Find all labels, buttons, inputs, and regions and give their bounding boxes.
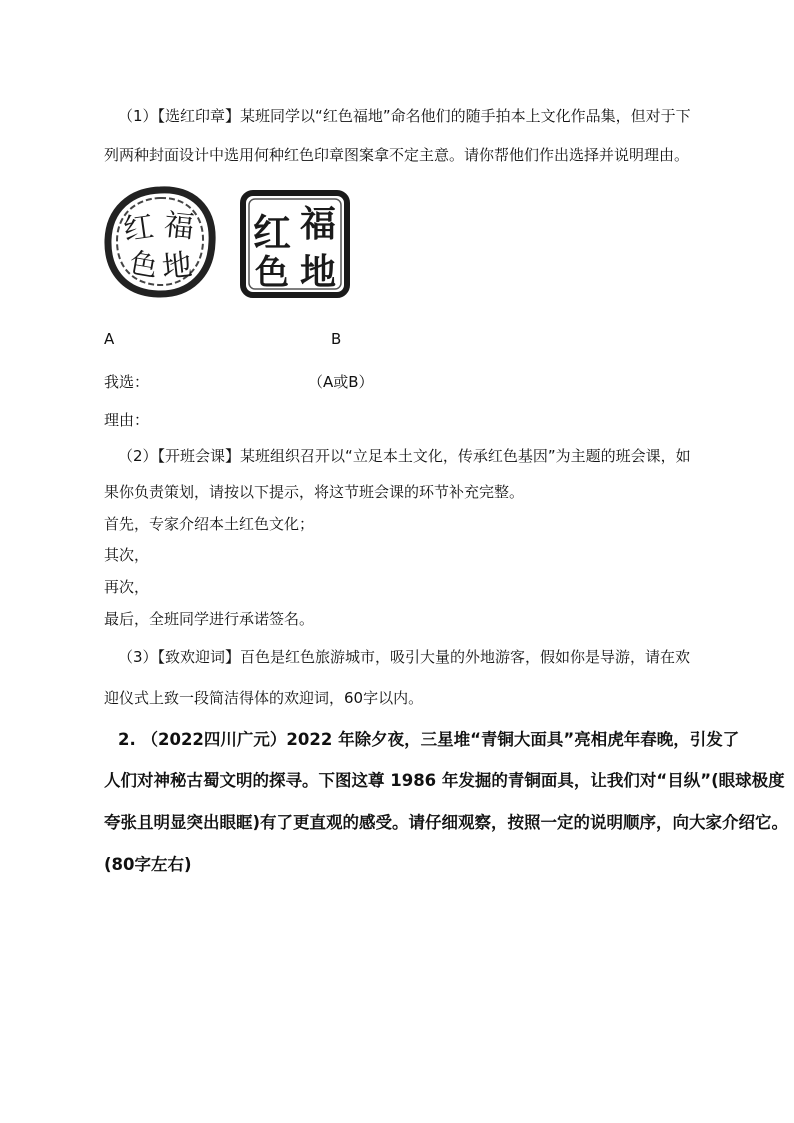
- seal-b-char-2: 福: [299, 203, 337, 245]
- seal-a-char-4: 地: [160, 247, 194, 286]
- seal-b-char-4: 地: [299, 251, 337, 293]
- q2-line-2: 果你负责策划，请按以下提示，将这节班会课的环节补充完整。: [104, 483, 525, 501]
- q3-line-1: （3）【致欢迎词】百色是红色旅游城市，吸引大量的外地游客，假如你是导游，请在欢: [118, 648, 691, 666]
- seal-a-char-2: 福: [162, 207, 196, 246]
- item2-line-1: 2. （2022四川广元）2022 年除夕夜，三星堆“青铜大面具”亮相虎年春晚，引发了: [118, 730, 740, 749]
- seal-a-char-1: 红: [121, 209, 156, 249]
- seal-b-label: B: [331, 330, 342, 348]
- q2-line-1: （2）【开班会课】某班组织召开以“立足本土文化，传承红色基因”为主题的班会课，如: [118, 447, 691, 465]
- item2-line-4: (80字左右): [104, 855, 192, 874]
- q2-step-4: 最后，全班同学进行承诺签名。: [104, 610, 315, 628]
- seal-b-char-3: 色: [255, 253, 289, 293]
- seal-a-image: [104, 186, 216, 298]
- reason-label: 理由：: [104, 411, 150, 429]
- choice-label: 我选：: [104, 373, 150, 391]
- q2-step-3: 再次，: [104, 578, 150, 596]
- seal-b-image: [240, 190, 350, 298]
- q1-line-1: （1）【选红印章】某班同学以“红色福地”命名他们的随手拍本上文化作品集，但对于下: [118, 107, 691, 125]
- q2-step-2: 其次，: [104, 546, 150, 564]
- seal-a-label: A: [104, 330, 115, 348]
- q3-line-2: 迎仪式上致一段简洁得体的欢迎词，60字以内。: [104, 689, 424, 707]
- seal-a-char-3: 色: [126, 245, 161, 284]
- q2-step-1: 首先，专家介绍本土红色文化；: [104, 515, 315, 533]
- q1-line-2: 列两种封面设计中选用何种红色印章图案拿不定主意。请你帮他们作出选择并说明理由。: [104, 146, 690, 164]
- item2-line-2: 人们对神秘古蜀文明的探寻。下图这尊 1986 年发掘的青铜面具，让我们对“目纵”(眼球极度: [104, 771, 785, 790]
- seal-b-char-1: 红: [252, 210, 292, 255]
- item2-line-3: 夸张且明显突出眼眶)有了更直观的感受。请仔细观察，按照一定的说明顺序，向大家介绍它。: [104, 813, 789, 832]
- choice-hint: （A或B）: [308, 373, 374, 391]
